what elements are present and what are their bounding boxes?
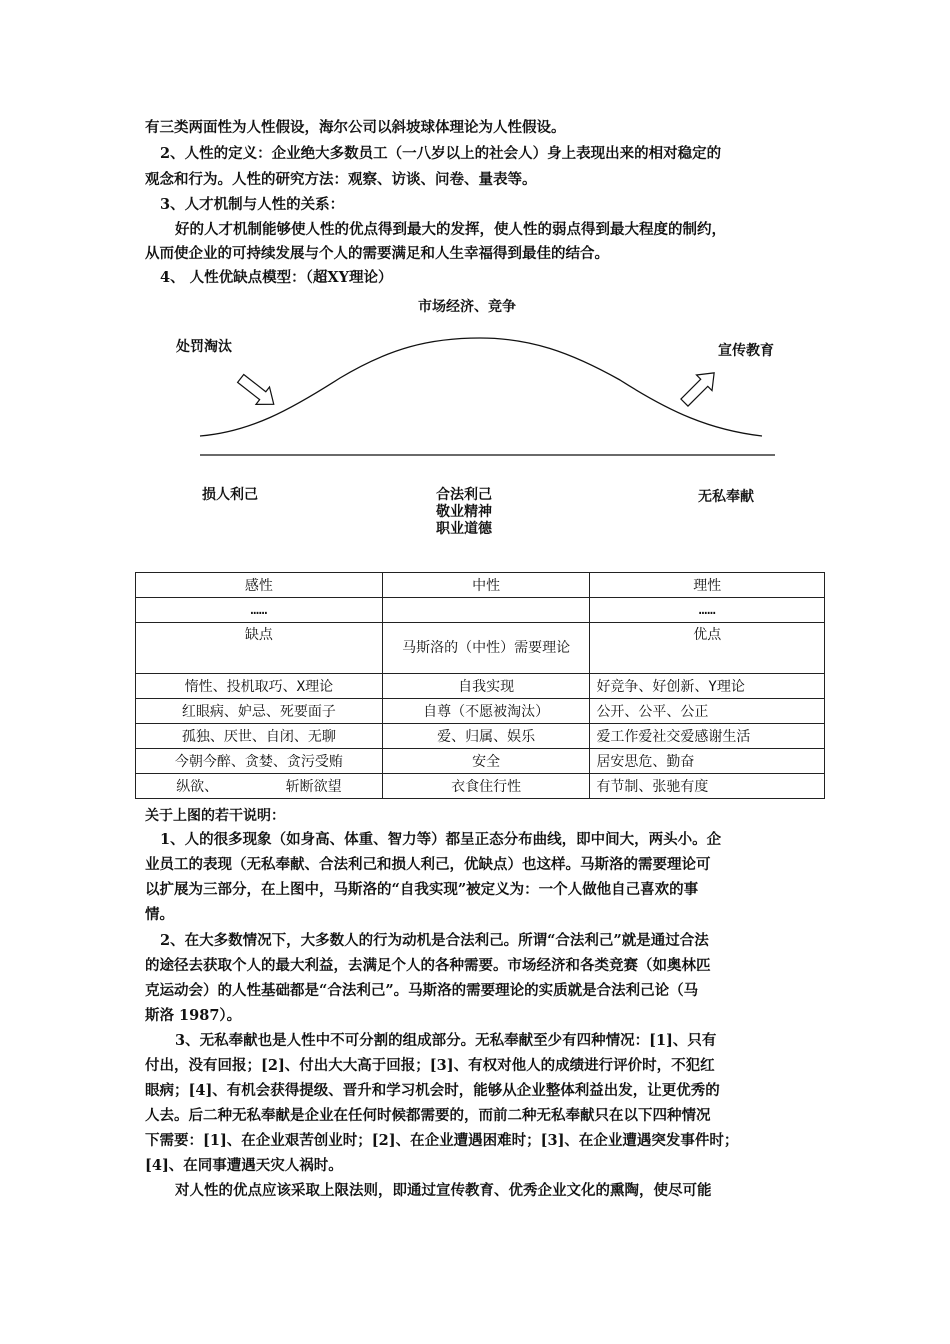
- note-line: 对人性的优点应该采取上限法则，即通过宣传教育、优秀企业文化的熏陶，使尽可能: [175, 1182, 712, 1199]
- header-neutral: 中性: [382, 573, 590, 598]
- table-cell: 安全: [382, 749, 590, 774]
- ellipsis-center: [382, 598, 590, 623]
- figure-top-label: 市场经济、竞争: [418, 299, 516, 315]
- arrow-down-right-icon: [234, 370, 281, 413]
- intro-line-2: 2、人性的定义：企业绝大多数员工（一八岁以上的社会人）身上表现出来的相对稳定的: [160, 145, 722, 162]
- table-cell: 衣食住行性: [382, 774, 590, 799]
- table-header-row: [136, 573, 825, 598]
- table-row: [136, 724, 825, 749]
- header-emotional: 感性: [136, 573, 383, 598]
- table-label-row: [136, 623, 825, 674]
- note-line: 1、人的很多现象（如身高、体重、智力等）都呈正态分布曲线，即中间大，两头小。企: [160, 831, 722, 848]
- table-cell: 孤独、厌世、自闭、无聊: [136, 724, 383, 749]
- intro-line-1: 有三类两面性为人性假设，海尔公司以斜坡球体理论为人性假设。: [145, 119, 566, 136]
- table-cell: 惰性、投机取巧、X理论: [136, 674, 383, 699]
- note-line: [4]、在同事遭遇天灾人祸时。: [145, 1157, 343, 1174]
- table-ellipsis-row: [136, 598, 825, 623]
- figure-bottom-center-1: 合法利己: [436, 487, 492, 503]
- note-line: 斯洛 1987）。: [145, 1007, 242, 1024]
- table-cell: 纵欲、 斩断欲望: [136, 774, 383, 799]
- figure-bottom-left-label: 损人利己: [202, 487, 258, 503]
- table-cell: 爱、归属、娱乐: [382, 724, 590, 749]
- note-line: 下需要：[1]、在企业艰苦创业时；[2]、在企业遭遇困难时；[3]、在企业遭遇突发事件时；: [145, 1132, 739, 1149]
- table-cell: 自尊（不愿被淘汰）: [382, 699, 590, 724]
- normal-curve-figure: [0, 0, 950, 560]
- table-cell: 爱工作爱社交爱感谢生活: [590, 724, 825, 749]
- note-line: 情。: [145, 906, 174, 923]
- table-row: [136, 774, 825, 799]
- header-rational: 理性: [590, 573, 825, 598]
- intro-line-7: 4、 人性优缺点模型：（超XY理论）: [160, 269, 393, 286]
- table-cell: 红眼病、妒忌、死要面子: [136, 699, 383, 724]
- human-nature-table: [135, 572, 825, 799]
- note-line: 人去。后二种无私奉献是企业在任何时候都需要的，而前二种无私奉献只在以下四种情况: [145, 1107, 711, 1124]
- table-cell: 今朝今醉、贪婪、贪污受贿: [136, 749, 383, 774]
- table-row: [136, 699, 825, 724]
- intro-line-5: 好的人才机制能够使人性的优点得到最大的发挥，使人性的弱点得到最大程度的制约，: [175, 221, 726, 238]
- note-line: 克运动会）的人性基础都是“合法利己”。马斯洛的需要理论的实质就是合法利己论（马: [145, 982, 699, 999]
- label-weakness: 缺点: [136, 623, 383, 674]
- intro-line-4: 3、人才机制与人性的关系：: [160, 196, 345, 213]
- ellipsis-right: ……: [590, 598, 825, 623]
- figure-bottom-center-3: 职业道德: [436, 521, 492, 537]
- note-line: 付出，没有回报；[2]、付出大大高于回报；[3]、有权对他人的成绩进行评价时，不犯红: [145, 1057, 715, 1074]
- note-line: 业员工的表现（无私奉献、合法利己和损人利己，优缺点）也这样。马斯洛的需要理论可: [145, 856, 711, 873]
- table-cell: 居安思危、勤奋: [590, 749, 825, 774]
- figure-bottom-center-2: 敬业精神: [436, 504, 492, 520]
- ellipsis-left: ……: [136, 598, 383, 623]
- note-line: 的途径去获取个人的最大利益，去满足个人的各种需要。市场经济和各类竞赛（如奥林匹: [145, 957, 711, 974]
- arrow-up-right-icon: [677, 365, 722, 410]
- label-strength: 优点: [590, 623, 825, 674]
- table-cell: 公开、公平、公正: [590, 699, 825, 724]
- table-cell: 好竞争、好创新、Y理论: [590, 674, 825, 699]
- table-row: [136, 674, 825, 699]
- notes-title: 关于上图的若干说明：: [145, 808, 285, 824]
- intro-line-6: 从而使企业的可持续发展与个人的需要满足和人生幸福得到最佳的结合。: [145, 245, 609, 262]
- label-maslow: 马斯洛的（中性）需要理论: [382, 623, 590, 674]
- bell-curve: [200, 338, 762, 436]
- figure-left-label: 处罚淘汰: [176, 339, 232, 355]
- table-cell: 有节制、张驰有度: [590, 774, 825, 799]
- note-line: 眼病；[4]、有机会获得提级、晋升和学习机会时，能够从企业整体利益出发，让更优秀的: [145, 1082, 720, 1099]
- table-row: [136, 749, 825, 774]
- note-line: 以扩展为三部分，在上图中，马斯洛的“自我实现”被定义为：一个人做他自己喜欢的事: [145, 881, 699, 898]
- table-cell: 自我实现: [382, 674, 590, 699]
- figure-right-label: 宣传教育: [718, 343, 774, 359]
- note-line: 3、无私奉献也是人性中不可分割的组成部分。无私奉献至少有四种情况：[1]、只有: [175, 1032, 717, 1049]
- note-line: 2、在大多数情况下，大多数人的行为动机是合法利己。所谓“合法利己”就是通过合法: [160, 932, 709, 949]
- figure-bottom-right-label: 无私奉献: [698, 489, 754, 505]
- intro-line-3: 观念和行为。人性的研究方法：观察、访谈、问卷、量表等。: [145, 171, 537, 188]
